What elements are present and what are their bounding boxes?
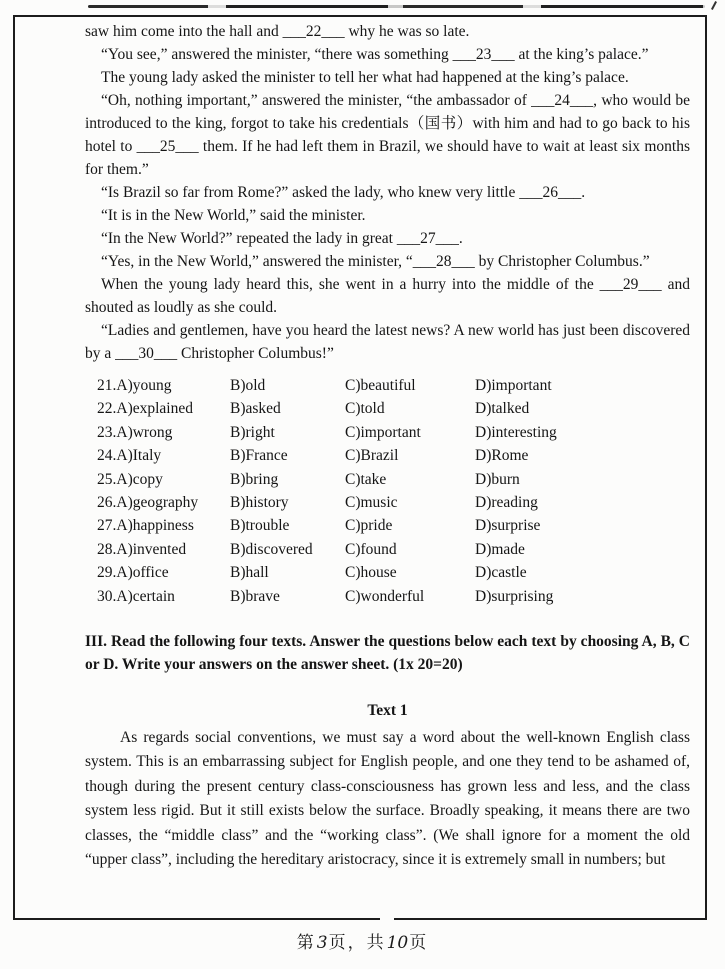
option-cell: C)house: [345, 564, 397, 582]
footer-suffix: 页: [409, 933, 429, 952]
footer-page-number: 3: [316, 933, 328, 953]
option-cell: D)surprising: [475, 587, 554, 605]
option-cell: 22.A)explained: [97, 400, 193, 418]
page-footer: [0, 928, 725, 953]
option-cell: C)found: [345, 540, 397, 558]
option-cell: 26.A)geography: [97, 494, 199, 512]
passage-paragraph: “Ladies and gentlemen, have you heard the latest news? A new world has just been discovered by a ___30___ Christopher Columbus!”: [85, 322, 690, 362]
passage-paragraph: “Yes, in the New World,” answered the minister, “___28___ by Christopher Columbus.”: [101, 253, 650, 270]
text1-paragraph: As regards social conventions, we must say a word about the well-known English class system. This is an embarrassing subject for English people, and one they tend to be ashamed of, though during the present century class-consciousness has grown less and less, and the class system less rigid. But it still exists below the surface. Broadly speaking, it means there are two classes, the “middle class” and the “working class”. (We shall ignore for a moment the old “upper class”, including the hereditary aristocracy, since it is extremely small in numbers; but: [85, 729, 690, 869]
option-cell: D)made: [475, 540, 525, 558]
option-cell: 30.A)certain: [97, 587, 175, 605]
passage-paragraph: “In the New World?” repeated the lady in great ___27___.: [101, 230, 463, 247]
corner-pen-mark: [711, 1, 717, 10]
option-cell: 29.A)office: [97, 564, 169, 582]
option-cell: D)reading: [475, 494, 538, 512]
option-row: [97, 468, 690, 491]
option-row: [97, 374, 690, 397]
option-cell: B)brave: [230, 587, 280, 605]
option-row: [97, 397, 690, 420]
option-row: [97, 561, 690, 584]
option-row: [97, 514, 690, 537]
passage-paragraph: “You see,” answered the minister, “there was something ___23___ at the king’s palace.”: [101, 46, 649, 63]
option-cell: D)burn: [475, 470, 520, 488]
footer-prefix: 第: [296, 933, 316, 952]
option-row: [97, 538, 690, 561]
option-cell: C)music: [345, 494, 398, 512]
passage-paragraph: “Oh, nothing important,” answered the minister, “the ambassador of ___24___, who would be introduced to the king, forgot to take his credentials（国书）with him and had to go back to his hotel to ___25___ them. If he had left them in Brazil, we should have to wait at least six months for them.”: [85, 92, 690, 178]
option-cell: C)Brazil: [345, 447, 399, 465]
footer-middle: 页，共: [328, 933, 386, 952]
option-cell: 23.A)wrong: [97, 423, 173, 441]
page-content: [85, 20, 690, 873]
passage-paragraph: The young lady asked the minister to tell her what had happened at the king’s palace.: [101, 69, 629, 86]
option-cell: 21.A)young: [97, 377, 172, 394]
option-cell: 25.A)copy: [97, 470, 163, 488]
option-cell: B)asked: [230, 400, 281, 418]
passage-paragraph: “It is in the New World,” said the minister.: [101, 207, 366, 224]
option-row: [97, 421, 690, 444]
passage-paragraph: saw him come into the hall and ___22___ why he was so late.: [85, 23, 470, 40]
option-cell: D)Rome: [475, 447, 529, 465]
option-cell: D)interesting: [475, 423, 557, 441]
option-cell: C)important: [345, 423, 421, 441]
section-iii-heading: III. Read the following four texts. Answer the questions below each text by choosing A, B, C or D. Write your answers on the answer sheet. (1x 20=20): [85, 633, 690, 674]
option-cell: D)castle: [475, 564, 527, 582]
option-cell: B)history: [230, 494, 289, 512]
option-cell: B)trouble: [230, 517, 290, 535]
option-cell: D)important: [475, 377, 552, 394]
option-cell: B)bring: [230, 470, 279, 488]
scan-edge-artifact: [88, 5, 705, 8]
border-scan-gap: [380, 914, 394, 922]
option-cell: B)old: [230, 377, 266, 394]
footer-total-pages: 10: [386, 933, 409, 953]
option-cell: C)told: [345, 400, 385, 418]
option-cell: B)hall: [230, 564, 269, 582]
option-cell: C)pride: [345, 517, 393, 535]
page-border-frame: [13, 15, 707, 920]
option-cell: B)France: [230, 447, 288, 465]
passage-paragraph: “Is Brazil so far from Rome?” asked the lady, who knew very little ___26___.: [101, 184, 586, 201]
option-cell: D)talked: [475, 400, 530, 418]
option-cell: B)right: [230, 423, 275, 441]
option-row: [97, 444, 690, 467]
option-row: [97, 491, 690, 514]
option-cell: B)discovered: [230, 540, 313, 558]
option-row: [97, 585, 690, 608]
option-cell: 28.A)invented: [97, 540, 187, 558]
option-cell: 27.A)happiness: [97, 517, 194, 535]
text1-title: Text 1: [367, 702, 408, 720]
options-table: [97, 374, 690, 608]
option-cell: C)take: [345, 470, 387, 488]
option-cell: 24.A)Italy: [97, 447, 162, 465]
option-cell: C)beautiful: [345, 377, 416, 394]
option-cell: D)surprise: [475, 517, 541, 535]
passage-paragraph: When the young lady heard this, she went in a hurry into the middle of the ___29___ and shouted as loudly as she could.: [85, 276, 690, 316]
option-cell: C)wonderful: [345, 587, 425, 605]
